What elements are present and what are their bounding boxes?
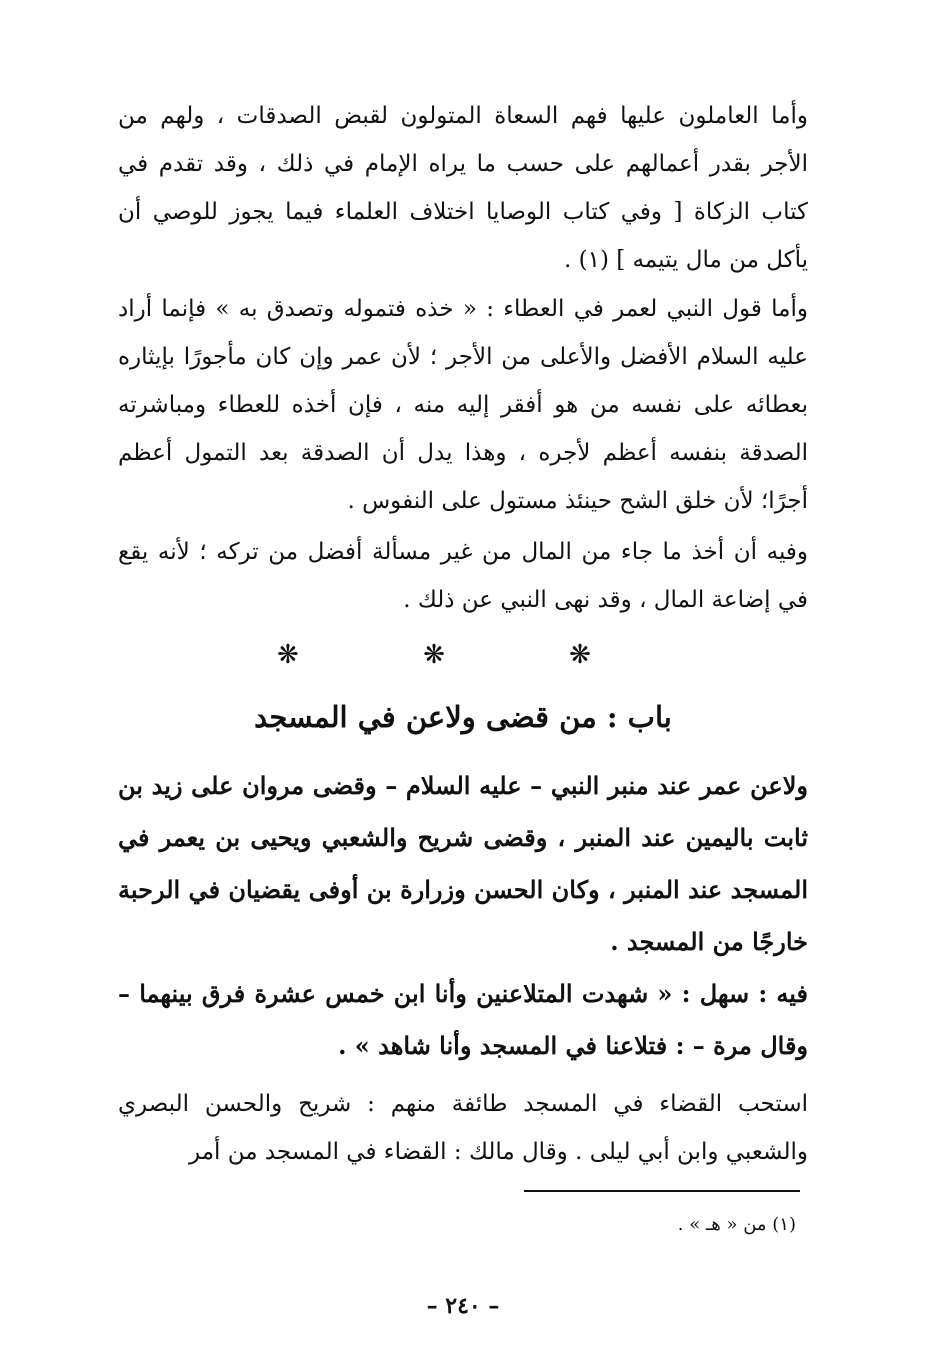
footnote-divider (524, 1190, 800, 1192)
section-separator: ❋ ❋ ❋ (277, 640, 649, 670)
chapter-paragraph-sahl: فيه : سهل : « شهدت المتلاعنين وأنا ابن خمس عشرة فرق بينهما – وقال مرة – : فتلاعنا في المسجد وأنا شاهد » . (118, 979, 808, 1060)
chapter-heading: باب : من قضى ولاعن في المسجد (254, 700, 672, 734)
paragraph-umar-giving: وأما قول النبي لعمر في العطاء : « خذه فتموله وتصدق به » فإنما أراد عليه السلام الأفضل والأعلى من الأجر ؛ لأن عمر وإن كان مأجورًا بإيثاره بعطائه على نفسه من هو أفقر إليه منه ، فإن أخذه للعطاء ومباشرته الصدقة بنفسه أعظم لأجره ، وهذا يدل أن الصدقة بعد التمول أعظم أجرًا؛ لأن خلق الشح حينئذ مستول على النفوس . (118, 296, 808, 514)
page-number: – ٢٤٠ – (426, 1293, 500, 1319)
chapter-paragraph-judging: استحب القضاء في المسجد طائفة منهم : شريح والحسن البصري والشعبي وابن أبي ليلى . وقال مالك : القضاء في المسجد من أمر (118, 1091, 808, 1165)
paragraph-workers-zakat: وأما العاملون عليها فهم السعاة المتولون لقبض الصدقات ، ولهم من الأجر بقدر أعمالهم على حسب ما يراه الإمام في ذلك ، وقد تقدم في كتاب الزكاة [ وفي كتاب الوصايا اختلاف العلماء فيما يجوز للوصي أن يأكل من مال يتيمه ] (١) . (118, 103, 808, 273)
chapter-paragraph-lian: ولاعن عمر عند منبر النبي – عليه السلام – وقضى مروان على زيد بن ثابت باليمين عند المنبر ، وقضى شريح والشعبي ويحيى بن يعمر في المسجد عند المنبر ، وكان الحسن وزرارة بن أوفى يقضيان في الرحبة خارجًا من المسجد . (118, 771, 808, 956)
footnote: (١) من « هـ » . (677, 1214, 796, 1235)
paragraph-taking-wealth: وفيه أن أخذ ما جاء من المال من غير مسألة أفضل من تركه ؛ لأنه يقع في إضاعة المال ، وقد نهى النبي عن ذلك . (118, 539, 808, 613)
